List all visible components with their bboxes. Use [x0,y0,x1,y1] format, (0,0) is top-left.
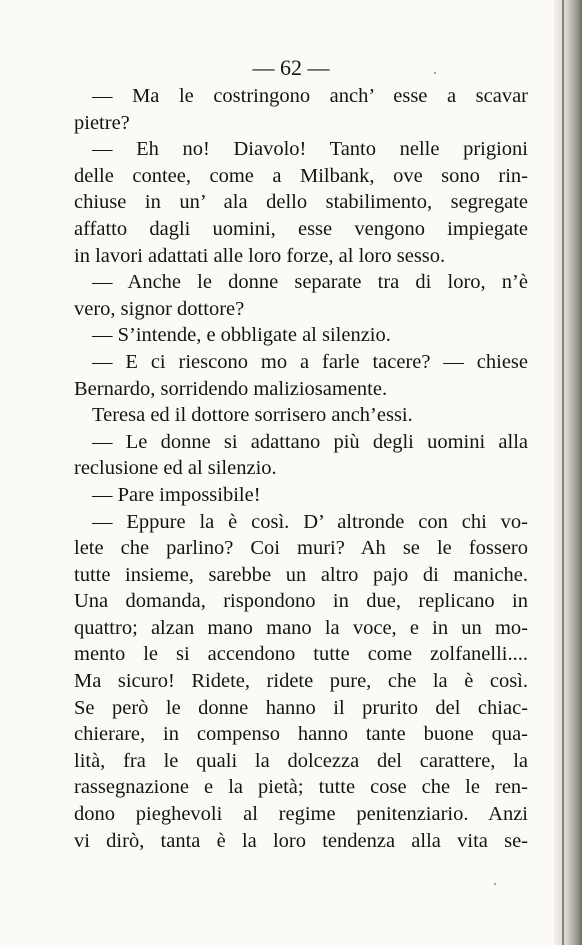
text-line: — Anche le donne separate tra di loro, n’è [92,271,528,294]
text-line: — Pare impossibile! [92,483,261,506]
text-line: delle contee, come a Milbank, ove sono rin- [74,164,528,187]
text-line: chiuse in un’ ala dello stabilimento, segregate [74,191,528,214]
text-line: Teresa ed il dottore sorrisero anch’essi. [92,404,413,427]
text-line: Una domanda, rispondono in due, replicano in [74,590,528,613]
text-line: lità, fra le quali la dolcezza del carattere, la [74,749,528,772]
page-number: — 62 — [252,55,330,80]
text-line: Se però le donne hanno il prurito del chiac- [74,696,528,719]
text-line: in lavori adattati alle loro forze, al loro sesso. [74,244,446,267]
binding-line [562,0,564,945]
text-line: lete che parlino? Coi muri? Ah se le fossero [74,537,528,560]
text-line: pietre? [74,111,130,134]
text-line: vero, signor dottore? [74,297,245,320]
text-line: quattro; alzan mano mano la voce, e in un mo- [74,616,528,639]
text-line: affatto dagli uomini, esse vengono impiegate [74,217,528,240]
text-line: mento le si accendono tutte come zolfanelli.... [74,643,528,666]
text-line: chierare, in compenso hanno tante buone qua- [74,723,528,746]
page-edge-shadow [554,0,582,945]
text-line: rassegnazione e la pietà; tutte cose che le ren- [74,776,528,799]
text-line: reclusione ed al silenzio. [74,457,277,480]
text-line: — Eh no! Diavolo! Tanto nelle prigioni [92,138,528,161]
text-line: — E ci riescono mo a farle tacere? — chiese [92,350,528,373]
text-line: tutte insieme, sarebbe un altro pajo di maniche. [74,563,528,586]
text-line: — Le donne si adattano più degli uomini alla [92,430,528,453]
text-line: — Eppure la è così. D’ altronde con chi vo- [92,510,528,533]
text-line: vi dirò, tanta è la loro tendenza alla vita se- [74,829,528,852]
text-line: dono pieghevoli al regime penitenziario. Anzi [74,803,528,826]
text-line: — S’intende, e obbligate al silenzio. [92,324,391,347]
text-line: — Ma le costringono anch’ esse a scavar [92,85,528,107]
paper-speck [494,883,496,885]
text-line: Ma sicuro! Ridete, ridete pure, che la è così. [74,670,528,693]
paper-speck [434,72,436,74]
body-text [74,83,528,854]
text-line: Bernardo, sorridendo maliziosamente. [74,377,388,400]
